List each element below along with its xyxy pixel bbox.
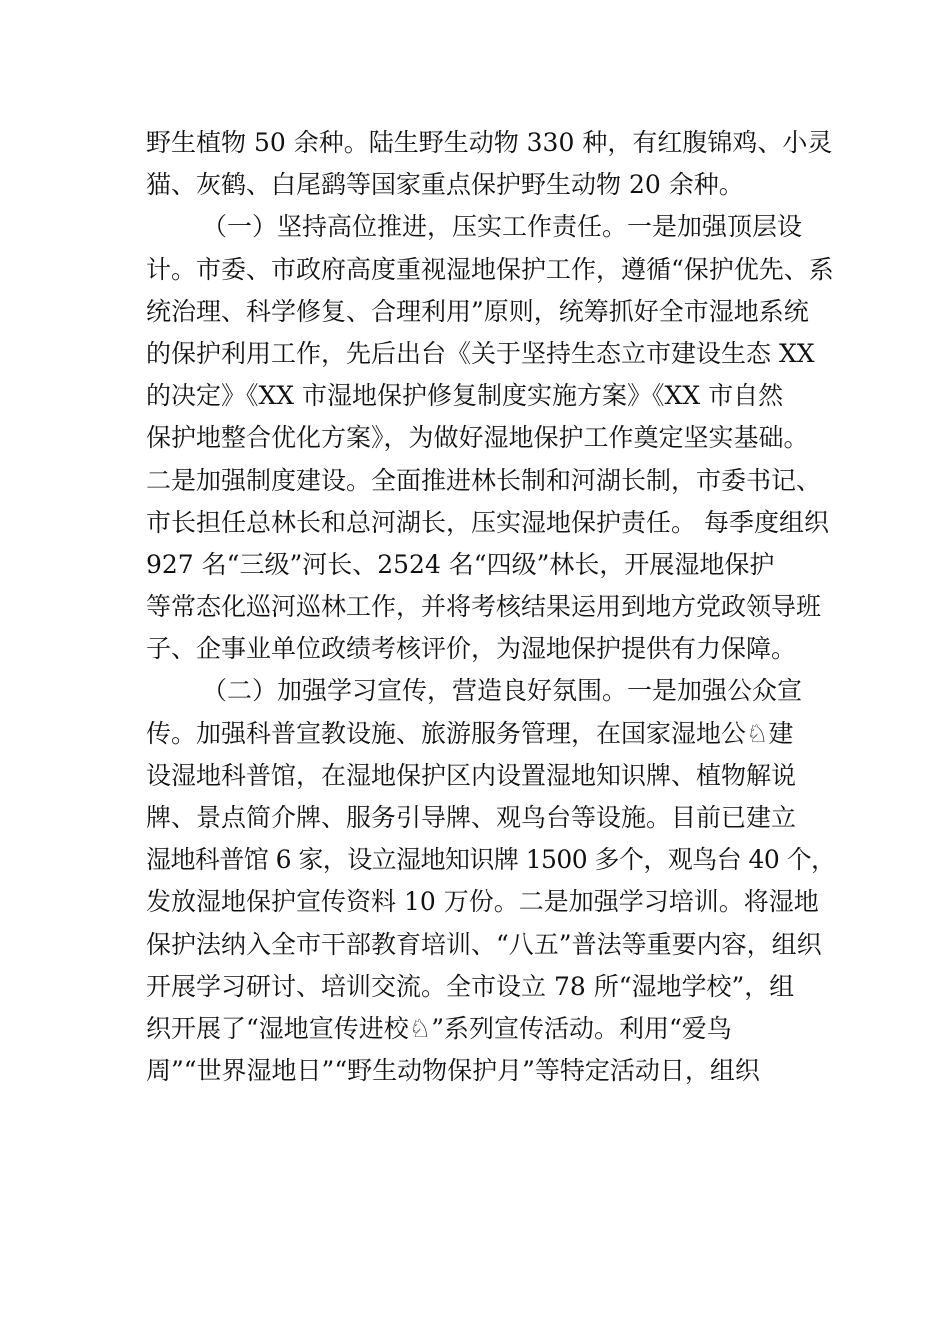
text-line: 开展学习研讨、培训交流。全市设立 78 所“湿地学校”，组 — [146, 971, 795, 1001]
text-line: 计。市委、市政府高度重视湿地保护工作，遵循“保护优先、系 — [146, 254, 834, 284]
text-line: 等常态化巡河巡林工作，并将考核结果运用到地方党政领导班 — [146, 592, 822, 622]
text-line: 保护法纳入全市干部教育培训、“八五”普法等重要内容，组织 — [146, 929, 822, 959]
body-text — [146, 122, 836, 1092]
text-line: 猫、灰鹤、白尾鹞等国家重点保护野生动物 20 余种。 — [146, 170, 744, 200]
text-line: 牌、景点简介牌、服务引导牌、观鸟台等设施。目前已建立 — [146, 803, 797, 832]
text-line: 周”“世界湿地日”“野生动物保护月”等特定活动日，组织 — [146, 1056, 760, 1086]
section-heading-line: （二）加强学习宣传，营造良好氛围。一是加强公众宣 — [202, 676, 803, 706]
text-line: 湿地科普馆 6 家，设立湿地知识牌 1500 多个，观鸟台 40 个， — [146, 845, 836, 875]
text-line: 传。加强科普宣教设施、旅游服务管理，在国家湿地公♘建 — [146, 718, 794, 748]
text-line: 的保护利用工作，先后出台《关于坚持生态立市建设生态 XX — [146, 338, 815, 368]
text-line: 二是加强制度建设。全面推进林长制和河湖长制，市委书记、 — [146, 465, 822, 495]
text-line: 保护地整合优化方案》，为做好湿地保护工作奠定坚实基础。 — [146, 423, 809, 453]
section-heading-line: （一）坚持高位推进，压实工作责任。一是加强顶层设 — [202, 212, 803, 242]
text-line: 子、企事业单位政绩考核评价，为湿地保护提供有力保障。 — [146, 634, 797, 664]
text-line: 统治理、科学修复、合理利用”原则，统筹抓好全市湿地系统 — [146, 296, 809, 326]
text-line: 织开展了“湿地宣传进校♘”系列宣传活动。利用“爱鸟 — [146, 1013, 732, 1043]
text-line: 的决定》《XX 市湿地保护修复制度实施方案》《XX 市自然 — [146, 381, 784, 411]
text-line: 市长担任总林长和总河湖长，压实湿地保护责任。 每季度组织 — [146, 507, 829, 537]
text-line: 927 名“三级”河长、2524 名“四级”林长，开展湿地保护 — [146, 549, 775, 579]
text-line: 发放湿地保护宣传资料 10 万份。二是加强学习培训。将湿地 — [146, 887, 819, 917]
text-line: 设湿地科普馆，在湿地保护区内设置湿地知识牌、植物解说 — [146, 760, 797, 790]
text-line: 野生植物 50 余种。陆生野生动物 330 种，有红腹锦鸡、小灵 — [146, 128, 833, 157]
